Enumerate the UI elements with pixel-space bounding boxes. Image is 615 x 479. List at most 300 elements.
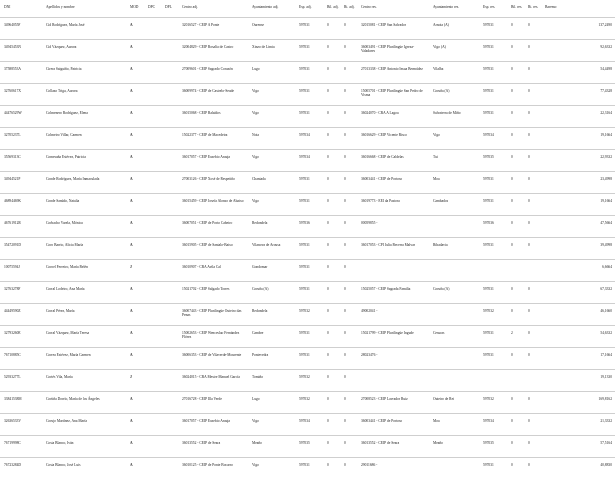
bil-adj-cell: 0 bbox=[323, 106, 340, 128]
mod-cell: J bbox=[126, 260, 144, 282]
ayto-adj-cell: Tomiño bbox=[248, 370, 295, 392]
esp-res-cell: 597032 bbox=[479, 304, 507, 326]
dpc-cell bbox=[144, 304, 161, 326]
table-row bbox=[0, 106, 615, 128]
bil-res-cell: 0 bbox=[507, 18, 524, 40]
centro-res-cell bbox=[357, 370, 429, 392]
table-row bbox=[0, 216, 615, 238]
dpl-cell bbox=[161, 458, 178, 479]
name-cell: Costa Blanco, José Luis bbox=[42, 458, 126, 479]
bil-adj-cell: 0 bbox=[323, 238, 340, 260]
dpl-cell bbox=[161, 194, 178, 216]
ayto-adj-cell: Vigo bbox=[248, 414, 295, 436]
table-row bbox=[0, 238, 615, 260]
table-row bbox=[0, 392, 615, 414]
esp-res-cell: 597031 bbox=[479, 40, 507, 62]
name-cell: Cid Vázquez, Aurora bbox=[42, 40, 126, 62]
dni-cell: 44476529W bbox=[0, 106, 42, 128]
dpl-cell bbox=[161, 238, 178, 260]
dni-cell: 46761912R bbox=[0, 216, 42, 238]
baremo-cell: 57,5164 bbox=[541, 436, 615, 458]
dpc-cell bbox=[144, 260, 161, 282]
dpl-cell bbox=[161, 84, 178, 106]
esp-res-cell: 597031 bbox=[479, 194, 507, 216]
bil-res-cell: 0 bbox=[507, 304, 524, 326]
centro-res-cell: 36017053 - CPI Julia Becerra Malvar bbox=[357, 238, 429, 260]
baremo-cell: 137,2490 bbox=[541, 18, 615, 40]
bil-res-cell: 0 bbox=[507, 194, 524, 216]
dpc-cell bbox=[144, 172, 161, 194]
dni-cell: 34945453N bbox=[0, 40, 42, 62]
dpl-cell bbox=[161, 392, 178, 414]
bil-adj-cell: 0 bbox=[323, 216, 340, 238]
ayto-res-cell bbox=[429, 304, 479, 326]
ri-adj-cell: 0 bbox=[340, 414, 357, 436]
esp-res-cell: 597031 bbox=[479, 458, 507, 479]
name-cell: Correa Estévez, María Carmen bbox=[42, 348, 126, 370]
esp-res-cell: 597031 bbox=[479, 18, 507, 40]
bil-res-cell: 0 bbox=[507, 40, 524, 62]
centro-adj-cell: 27009601 - CEIP Sagrado Corazón bbox=[178, 62, 248, 84]
col-header-esp-adj: Esp. adj. bbox=[295, 0, 323, 18]
centro-adj-cell: 27016728 - CEIP Illa Verde bbox=[178, 392, 248, 414]
esp-res-cell: 597031 bbox=[479, 106, 507, 128]
ri-adj-cell: 0 bbox=[340, 84, 357, 106]
mod-cell: A bbox=[126, 18, 144, 40]
esp-adj-cell: 597034 bbox=[295, 128, 323, 150]
col-header-bil-res: Bil. res. bbox=[507, 0, 524, 18]
esp-adj-cell: 597031 bbox=[295, 84, 323, 106]
mod-cell: A bbox=[126, 194, 144, 216]
col-header-ayto-adj: Ayuntamiento adj. bbox=[248, 0, 295, 18]
dpc-cell bbox=[144, 194, 161, 216]
dpl-cell bbox=[161, 172, 178, 194]
mod-cell: A bbox=[126, 282, 144, 304]
bil-adj-cell: 0 bbox=[323, 392, 340, 414]
baremo-cell: 46,1660 bbox=[541, 304, 615, 326]
col-header-centro-res: Centro res. bbox=[357, 0, 429, 18]
ayto-adj-cell: Coruña (A) bbox=[248, 282, 295, 304]
baremo-cell: 23,4998 bbox=[541, 172, 615, 194]
centro-res-cell: 36016668 - CEIP de Caldelas bbox=[357, 150, 429, 172]
ri-adj-cell: 0 bbox=[340, 216, 357, 238]
ayto-res-cell: Vilalba bbox=[429, 62, 479, 84]
table-row bbox=[0, 370, 615, 392]
dni-cell: 35569313C bbox=[0, 150, 42, 172]
dpl-cell bbox=[161, 40, 178, 62]
ayto-res-cell: Vigo (A) bbox=[429, 40, 479, 62]
esp-adj-cell: 597036 bbox=[295, 216, 323, 238]
esp-adj-cell: 597031 bbox=[295, 348, 323, 370]
esp-adj-cell: 597031 bbox=[295, 326, 323, 348]
col-header-name: Apellidos y nombre bbox=[42, 0, 126, 18]
baremo-cell: 77,4328 bbox=[541, 84, 615, 106]
baremo-cell: 19,1330 bbox=[541, 370, 615, 392]
mod-cell: A bbox=[126, 150, 144, 172]
dni-cell: 32636533V bbox=[0, 414, 42, 436]
centro-adj-cell: 36017057 - CEIP Eusebio Arauja bbox=[178, 414, 248, 436]
col-header-esp-res: Esp. res. bbox=[479, 0, 507, 18]
esp-adj-cell: 597032 bbox=[295, 370, 323, 392]
baremo-cell: 47,5664 bbox=[541, 216, 615, 238]
dpc-cell bbox=[144, 62, 161, 84]
table-row bbox=[0, 40, 615, 62]
ayto-res-cell bbox=[429, 216, 479, 238]
centro-adj-cell: 36015459 - CEIP Josefa Alonso de Abaixo bbox=[178, 194, 248, 216]
bil-adj-cell: 0 bbox=[323, 18, 340, 40]
dni-cell: 34944521P bbox=[0, 172, 42, 194]
ri-adj-cell: 0 bbox=[340, 436, 357, 458]
mod-cell: A bbox=[126, 392, 144, 414]
ayto-adj-cell: Meaño bbox=[248, 436, 295, 458]
ri-adj-cell: 0 bbox=[340, 370, 357, 392]
bil-res-cell: 0 bbox=[507, 392, 524, 414]
col-header-dpc: DPC bbox=[144, 0, 161, 18]
baremo-cell: 6,6664 bbox=[541, 260, 615, 282]
table-row bbox=[0, 414, 615, 436]
name-cell: Corral Vázquez, María Teresa bbox=[42, 326, 126, 348]
bil-adj-cell: 0 bbox=[323, 348, 340, 370]
ri-adj-cell: 0 bbox=[340, 392, 357, 414]
ayto-res-cell: Cambados bbox=[429, 194, 479, 216]
mod-cell: A bbox=[126, 40, 144, 62]
centro-res-cell: 36024070 - CRA A Lagoa bbox=[357, 106, 429, 128]
centro-adj-cell: 36013552 - CEIP de Seara bbox=[178, 436, 248, 458]
dni-cell: 32793260E bbox=[0, 326, 42, 348]
ri-res-cell bbox=[524, 260, 541, 282]
centro-adj-cell: 36007051 - CEIP de Porto Cabeiro bbox=[178, 216, 248, 238]
centro-res-cell: 29011686 - bbox=[357, 458, 429, 479]
centro-adj-cell: 36007443 - CEIP Plurilingüe Outeiro das Penas bbox=[178, 304, 248, 326]
bil-res-cell: 0 bbox=[507, 282, 524, 304]
mod-cell: A bbox=[126, 326, 144, 348]
ayto-adj-cell: Ourense bbox=[248, 18, 295, 40]
bil-res-cell: 0 bbox=[507, 414, 524, 436]
ri-res-cell: 0 bbox=[524, 194, 541, 216]
dpl-cell bbox=[161, 370, 178, 392]
esp-res-cell: 597032 bbox=[479, 392, 507, 414]
ri-adj-cell: 0 bbox=[340, 458, 357, 479]
mod-cell: A bbox=[126, 84, 144, 106]
esp-adj-cell: 597034 bbox=[295, 150, 323, 172]
mod-cell: A bbox=[126, 458, 144, 479]
esp-adj-cell: 597034 bbox=[295, 414, 323, 436]
ri-adj-cell: 0 bbox=[340, 194, 357, 216]
mod-cell: A bbox=[126, 172, 144, 194]
ayto-res-cell bbox=[429, 458, 479, 479]
table-row bbox=[0, 260, 615, 282]
bil-adj-cell: 0 bbox=[323, 172, 340, 194]
baremo-cell: 19,1664 bbox=[541, 128, 615, 150]
dpc-cell bbox=[144, 84, 161, 106]
bil-adj-cell: 0 bbox=[323, 304, 340, 326]
table-row bbox=[0, 84, 615, 106]
bil-res-cell bbox=[507, 260, 524, 282]
ayto-adj-cell: Xinzo de Limia bbox=[248, 40, 295, 62]
ri-adj-cell: 0 bbox=[340, 18, 357, 40]
ayto-adj-cell: Lugo bbox=[248, 392, 295, 414]
ayto-res-cell: Coruña (A) bbox=[429, 84, 479, 106]
esp-res-cell: 597035 bbox=[479, 436, 507, 458]
table-row bbox=[0, 304, 615, 326]
centro-res-cell: 28023476 - bbox=[357, 348, 429, 370]
col-header-dni: DNI bbox=[0, 0, 42, 18]
esp-adj-cell: 597031 bbox=[295, 62, 323, 84]
ri-res-cell: 0 bbox=[524, 128, 541, 150]
dpc-cell bbox=[144, 326, 161, 348]
dpl-cell bbox=[161, 304, 178, 326]
centro-adj-cell: 36010125 - CEIP de Ponte Bocarro bbox=[178, 458, 248, 479]
dpc-cell bbox=[144, 40, 161, 62]
esp-adj-cell: 597031 bbox=[295, 40, 323, 62]
centro-adj-cell: 36015905 - CEIP de Santalo-Baixo bbox=[178, 238, 248, 260]
name-cell: Coroel Ferreiro, María Belén bbox=[42, 260, 126, 282]
esp-res-cell: 597031 bbox=[479, 282, 507, 304]
mod-cell: A bbox=[126, 106, 144, 128]
mod-cell: A bbox=[126, 128, 144, 150]
ri-res-cell: 0 bbox=[524, 238, 541, 260]
table-row bbox=[0, 128, 615, 150]
ri-adj-cell: 0 bbox=[340, 238, 357, 260]
dpc-cell bbox=[144, 282, 161, 304]
dni-cell: 33841538M bbox=[0, 392, 42, 414]
esp-res-cell: 597031 bbox=[479, 348, 507, 370]
dni-cell: 44449590Z bbox=[0, 304, 42, 326]
centro-adj-cell: 36010907 - CRA Avila Cal bbox=[178, 260, 248, 282]
bil-res-cell bbox=[507, 370, 524, 392]
baremo-cell: 17,1664 bbox=[541, 348, 615, 370]
col-header-baremo: Baremo bbox=[541, 0, 615, 18]
bil-adj-cell: 0 bbox=[323, 40, 340, 62]
header-row bbox=[0, 0, 615, 18]
bil-res-cell: 0 bbox=[507, 150, 524, 172]
bil-res-cell: 0 bbox=[507, 62, 524, 84]
col-header-ri-adj: Ri. adj. bbox=[340, 0, 357, 18]
dpc-cell bbox=[144, 414, 161, 436]
dni-cell: 52933277L bbox=[0, 370, 42, 392]
centro-res-cell: 49002041 - bbox=[357, 304, 429, 326]
dpl-cell bbox=[161, 216, 178, 238]
ri-res-cell: 0 bbox=[524, 172, 541, 194]
bil-res-cell: 0 bbox=[507, 238, 524, 260]
baremo-cell: 67,3332 bbox=[541, 282, 615, 304]
dni-cell: 32705237L bbox=[0, 128, 42, 150]
ayto-adj-cell: Gondomar bbox=[248, 260, 295, 282]
centro-res-cell: 00059855 - bbox=[357, 216, 429, 238]
ri-adj-cell: 0 bbox=[340, 304, 357, 326]
dpl-cell bbox=[161, 150, 178, 172]
dpc-cell bbox=[144, 370, 161, 392]
bil-res-cell: 0 bbox=[507, 348, 524, 370]
name-cell: Conde Rodríguez, María Inmaculada bbox=[42, 172, 126, 194]
dni-cell: 76710885C bbox=[0, 348, 42, 370]
ayto-adj-cell: Redondela bbox=[248, 304, 295, 326]
ri-adj-cell: 0 bbox=[340, 106, 357, 128]
dpl-cell bbox=[161, 282, 178, 304]
bil-adj-cell: 0 bbox=[323, 84, 340, 106]
dni-cell: 76719998C bbox=[0, 436, 42, 458]
centro-res-cell: 15005701 - CEIP Plurilingüe San Pedro de Visma bbox=[357, 84, 429, 106]
ri-adj-cell: 0 bbox=[340, 62, 357, 84]
esp-adj-cell: 597031 bbox=[295, 194, 323, 216]
bil-res-cell: 0 bbox=[507, 128, 524, 150]
esp-adj-cell: 597031 bbox=[295, 282, 323, 304]
table-row bbox=[0, 194, 615, 216]
bil-adj-cell: 0 bbox=[323, 436, 340, 458]
centro-res-cell: 15025057 - CEIP Sagrada Familia bbox=[357, 282, 429, 304]
bil-adj-cell: 0 bbox=[323, 414, 340, 436]
table-row bbox=[0, 326, 615, 348]
bil-adj-cell: 0 bbox=[323, 62, 340, 84]
ayto-res-cell bbox=[429, 348, 479, 370]
name-cell: Colmeiro Villar, Carmen bbox=[42, 128, 126, 150]
centro-res-cell bbox=[357, 260, 429, 282]
bil-res-cell: 0 bbox=[507, 216, 524, 238]
esp-adj-cell: 597035 bbox=[295, 436, 323, 458]
centro-adj-cell: 36015068 - CEIP Balaídos bbox=[178, 106, 248, 128]
name-cell: Cirera Saiguiño, Patricia bbox=[42, 62, 126, 84]
ayto-res-cell bbox=[429, 260, 479, 282]
bil-adj-cell: 0 bbox=[323, 194, 340, 216]
ri-adj-cell: 0 bbox=[340, 348, 357, 370]
bil-res-cell: 0 bbox=[507, 172, 524, 194]
ayto-res-cell: Meaño bbox=[429, 436, 479, 458]
ayto-res-cell: Arnoia (A) bbox=[429, 18, 479, 40]
ayto-res-cell: Coruña (A) bbox=[429, 282, 479, 304]
dpl-cell bbox=[161, 348, 178, 370]
esp-res-cell: 597031 bbox=[479, 84, 507, 106]
table-row bbox=[0, 458, 615, 479]
dpc-cell bbox=[144, 128, 161, 150]
ri-res-cell: 0 bbox=[524, 18, 541, 40]
mod-cell: A bbox=[126, 62, 144, 84]
ri-res-cell: 0 bbox=[524, 216, 541, 238]
centro-adj-cell: 36006353 - CEIP de Vilaverde-Mourente bbox=[178, 348, 248, 370]
dni-cell: 35472091D bbox=[0, 238, 42, 260]
esp-adj-cell: 597032 bbox=[295, 392, 323, 414]
baremo-cell: 169,8162 bbox=[541, 392, 615, 414]
esp-adj-cell: 597032 bbox=[295, 304, 323, 326]
dpc-cell bbox=[144, 392, 161, 414]
name-cell: Collazo Triga, Aurora bbox=[42, 84, 126, 106]
dni-cell: 10075594J bbox=[0, 260, 42, 282]
mod-cell: A bbox=[126, 216, 144, 238]
dpl-cell bbox=[161, 128, 178, 150]
table-row bbox=[0, 172, 615, 194]
name-cell: Corral Pérez, María bbox=[42, 304, 126, 326]
esp-res-cell bbox=[479, 260, 507, 282]
col-header-centro-adj: Centro adj. bbox=[178, 0, 248, 18]
ayto-res-cell: Ribadavia bbox=[429, 238, 479, 260]
esp-res-cell: 597031 bbox=[479, 326, 507, 348]
bil-adj-cell: 0 bbox=[323, 326, 340, 348]
centro-res-cell: 27013338 - CEIP Antonio Insua Bermúdez bbox=[357, 62, 429, 84]
baremo-cell: 22,9332 bbox=[541, 150, 615, 172]
ayto-adj-cell: Vigo bbox=[248, 84, 295, 106]
ayto-res-cell: Salvaterra de Miño bbox=[429, 106, 479, 128]
ri-res-cell: 0 bbox=[524, 436, 541, 458]
ayto-adj-cell: Cambre bbox=[248, 326, 295, 348]
centro-res-cell: 36003441 - CEIP de Portoso bbox=[357, 414, 429, 436]
baremo-cell: 19,1664 bbox=[541, 194, 615, 216]
centro-adj-cell: 15022377 - CEIP de Macedeira bbox=[178, 128, 248, 150]
mod-cell: A bbox=[126, 238, 144, 260]
dni-cell: 76723284D bbox=[0, 458, 42, 479]
baremo-cell: 92,6332 bbox=[541, 40, 615, 62]
esp-res-cell: 597035 bbox=[479, 150, 507, 172]
ri-adj-cell: 0 bbox=[340, 40, 357, 62]
centro-adj-cell: 32016527 - CEIP A Ponte bbox=[178, 18, 248, 40]
dni-cell: 32763278F bbox=[0, 282, 42, 304]
ayto-adj-cell: Vigo bbox=[248, 458, 295, 479]
centro-res-cell: 27008523 - CEIP Lavrador Ruiz bbox=[357, 392, 429, 414]
esp-res-cell bbox=[479, 370, 507, 392]
centro-res-cell: 36003491 - CEIP Plurilingüe Igrexa-Valadares bbox=[357, 40, 429, 62]
esp-res-cell: 597031 bbox=[479, 238, 507, 260]
dni-cell: 32760617X bbox=[0, 84, 42, 106]
mod-cell: A bbox=[126, 304, 144, 326]
ri-adj-cell: 0 bbox=[340, 150, 357, 172]
ayto-adj-cell: Lugo bbox=[248, 62, 295, 84]
name-cell: Cortés Vila, María bbox=[42, 370, 126, 392]
ayto-adj-cell: Vilanova de Arousa bbox=[248, 238, 295, 260]
dpl-cell bbox=[161, 326, 178, 348]
bil-adj-cell: 0 bbox=[323, 282, 340, 304]
baremo-cell: 22,3164 bbox=[541, 106, 615, 128]
ayto-res-cell: Outeiro de Rei bbox=[429, 392, 479, 414]
ri-res-cell: 0 bbox=[524, 392, 541, 414]
ri-res-cell: 0 bbox=[524, 150, 541, 172]
centro-adj-cell: 36024015 - CRA Mestre Manuel García bbox=[178, 370, 248, 392]
esp-adj-cell: 597031 bbox=[295, 18, 323, 40]
esp-adj-cell: 597031 bbox=[295, 458, 323, 479]
ri-res-cell: 0 bbox=[524, 282, 541, 304]
ri-res-cell: 0 bbox=[524, 414, 541, 436]
centro-res-cell: 36013552 - CEIP de Seara bbox=[357, 436, 429, 458]
centro-res-cell: 36019773 - EEI da Pastora bbox=[357, 194, 429, 216]
dni-cell: 46894469K bbox=[0, 194, 42, 216]
baremo-cell: 21,3332 bbox=[541, 414, 615, 436]
ri-adj-cell: 0 bbox=[340, 326, 357, 348]
ayto-res-cell: Tui bbox=[429, 150, 479, 172]
ri-adj-cell: 0 bbox=[340, 282, 357, 304]
centro-adj-cell: 36017057 - CEIP Eusebio Arauja bbox=[178, 150, 248, 172]
col-header-ayto-res: Ayuntamiento res. bbox=[429, 0, 479, 18]
centro-res-cell: 15021799 - CEIP Plurilingüe Ingude bbox=[357, 326, 429, 348]
dpc-cell bbox=[144, 238, 161, 260]
ayto-adj-cell: Redondela bbox=[248, 216, 295, 238]
ri-res-cell: 0 bbox=[524, 348, 541, 370]
ayto-adj-cell: Noia bbox=[248, 128, 295, 150]
bil-res-cell: 0 bbox=[507, 458, 524, 479]
table-row bbox=[0, 150, 615, 172]
name-cell: Coro Barrio, Alicia María bbox=[42, 238, 126, 260]
ayto-res-cell: Vigo bbox=[429, 128, 479, 150]
ayto-adj-cell: Vigo bbox=[248, 150, 295, 172]
baremo-cell: 39,4998 bbox=[541, 238, 615, 260]
ri-res-cell: 0 bbox=[524, 40, 541, 62]
dpc-cell bbox=[144, 106, 161, 128]
esp-res-cell: 597031 bbox=[479, 172, 507, 194]
ri-res-cell: 0 bbox=[524, 304, 541, 326]
dpl-cell bbox=[161, 260, 178, 282]
esp-res-cell: 597036 bbox=[479, 216, 507, 238]
table-row bbox=[0, 282, 615, 304]
ayto-adj-cell: Vigo bbox=[248, 106, 295, 128]
dni-cell: 37588553A bbox=[0, 62, 42, 84]
centro-adj-cell: 32004829 - CEIP Rosalía de Castro bbox=[178, 40, 248, 62]
ayto-adj-cell: Chantada bbox=[248, 172, 295, 194]
